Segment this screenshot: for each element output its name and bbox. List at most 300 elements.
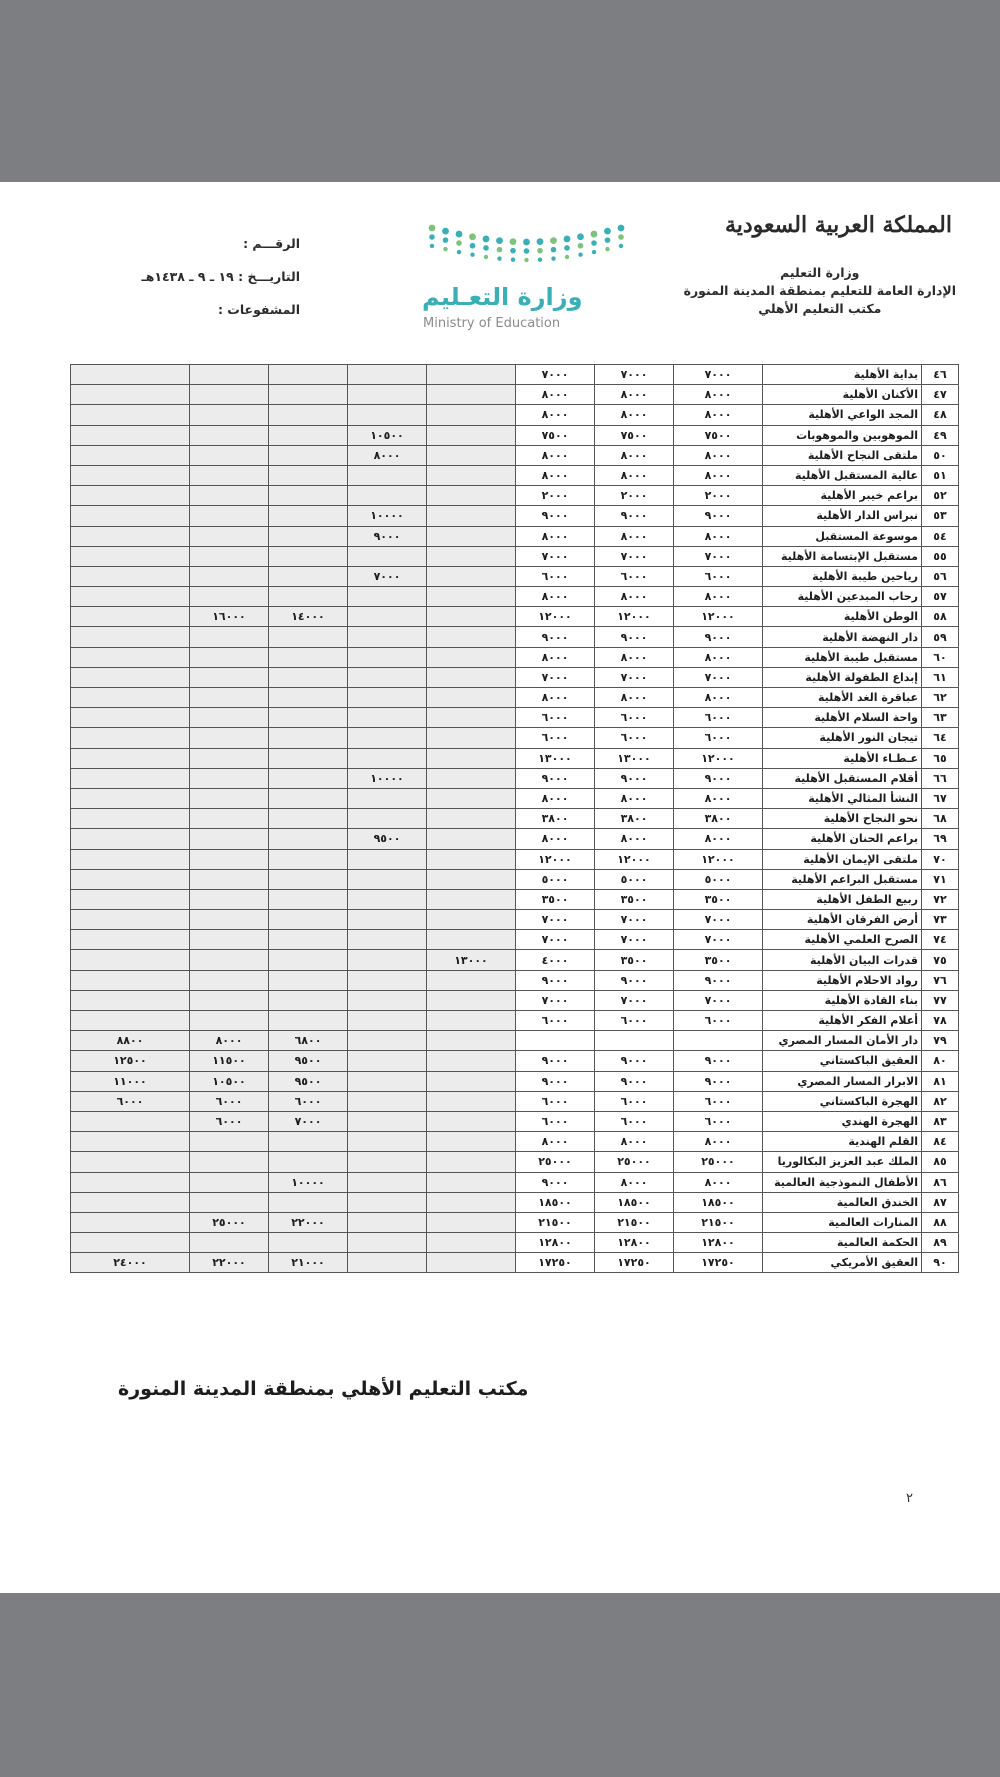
- fee-cell: ٩٠٠٠: [595, 627, 674, 647]
- table-row: [71, 889, 959, 909]
- fee-cell: [427, 688, 516, 708]
- row-number: ٦٧: [922, 788, 959, 808]
- fee-cell: [190, 526, 269, 546]
- fee-cell: ٨٠٠٠: [674, 587, 763, 607]
- fee-cell: ٨٠٠٠: [516, 465, 595, 485]
- logo-dot: [605, 237, 611, 243]
- fee-cell: ٨٠٠٠: [348, 445, 427, 465]
- logo-dot: [565, 255, 569, 259]
- fee-cell: ٨٠٠٠: [516, 405, 595, 425]
- row-number: ٧٩: [922, 1031, 959, 1051]
- school-name: رحاب المبدعين الأهلية: [763, 587, 922, 607]
- table-row: [71, 445, 959, 465]
- office-name: مكتب التعليم الأهلي: [758, 301, 882, 316]
- fees-table: [70, 364, 959, 1273]
- fee-cell: ٧٠٠٠: [516, 930, 595, 950]
- fee-cell: [427, 566, 516, 586]
- fee-cell: ١٣٠٠٠: [516, 748, 595, 768]
- fee-cell: [348, 1111, 427, 1131]
- fee-cell: ٧٥٠٠: [595, 425, 674, 445]
- logo-arabic-text: وزارة التعـليم: [422, 283, 583, 311]
- fee-cell: [71, 1192, 190, 1212]
- fee-cell: ١٠٠٠٠: [348, 506, 427, 526]
- fee-cell: ٨٠٠٠: [516, 788, 595, 808]
- fee-cell: ٨٠٠٠: [516, 526, 595, 546]
- fee-cell: ٦٠٠٠: [595, 1091, 674, 1111]
- row-number: ٥٥: [922, 546, 959, 566]
- fee-cell: [190, 506, 269, 526]
- fee-cell: [71, 869, 190, 889]
- row-number: ٦٩: [922, 829, 959, 849]
- fee-cell: ٨٠٠٠: [516, 587, 595, 607]
- school-name: دار الأمان المسار المصري: [763, 1031, 922, 1051]
- school-name: نحو النجاح الأهلية: [763, 809, 922, 829]
- school-name: الأكنان الأهلية: [763, 385, 922, 405]
- fee-cell: [516, 1031, 595, 1051]
- school-name: الأطفال النموذجية العالمية: [763, 1172, 922, 1192]
- fee-cell: [348, 647, 427, 667]
- fee-cell: [190, 1152, 269, 1172]
- fee-cell: ٢٥٠٠٠: [595, 1152, 674, 1172]
- fee-cell: ٦٠٠٠: [71, 1091, 190, 1111]
- fee-cell: ٩٠٠٠: [516, 768, 595, 788]
- school-name: واحة السلام الأهلية: [763, 708, 922, 728]
- fee-cell: [190, 809, 269, 829]
- fee-cell: [71, 688, 190, 708]
- row-number: ٦٨: [922, 809, 959, 829]
- fee-cell: [190, 425, 269, 445]
- fee-cell: ٧٠٠٠: [674, 910, 763, 930]
- fee-cell: [190, 788, 269, 808]
- row-number: ٧٤: [922, 930, 959, 950]
- logo-dot: [605, 247, 609, 251]
- fee-cell: ٧٠٠٠: [595, 365, 674, 385]
- fee-cell: [348, 809, 427, 829]
- fee-cell: [427, 1031, 516, 1051]
- fee-cell: ٩٥٠٠: [269, 1051, 348, 1071]
- fee-cell: ٥٠٠٠: [516, 869, 595, 889]
- logo-dot: [496, 237, 503, 244]
- fee-cell: [348, 587, 427, 607]
- fee-cell: [348, 1192, 427, 1212]
- attachments-field: المشفوعات :: [217, 302, 300, 317]
- table-row: [71, 425, 959, 445]
- fee-cell: ٨٠٠٠: [674, 405, 763, 425]
- fee-cell: ٢١٠٠٠: [269, 1253, 348, 1273]
- fee-cell: ٩٠٠٠: [516, 1051, 595, 1071]
- fee-cell: ٨٠٠٠: [595, 465, 674, 485]
- fee-cell: [71, 486, 190, 506]
- fee-cell: [348, 849, 427, 869]
- fee-cell: [190, 1172, 269, 1192]
- logo-dot: [604, 228, 611, 235]
- number-field: الرقـــم :: [243, 236, 300, 251]
- fee-cell: [71, 708, 190, 728]
- logo-dot: [618, 225, 625, 232]
- row-number: ٥٠: [922, 445, 959, 465]
- fee-cell: [71, 950, 190, 970]
- fee-cell: [269, 405, 348, 425]
- ministry-name: وزارة التعليم: [780, 265, 860, 280]
- fee-cell: [71, 1233, 190, 1253]
- fee-cell: ٩٠٠٠: [348, 526, 427, 546]
- fee-cell: [71, 728, 190, 748]
- fee-cell: [71, 1212, 190, 1232]
- fee-cell: ٨٠٠٠: [674, 445, 763, 465]
- table-row: [71, 1111, 959, 1131]
- row-number: ٥٧: [922, 587, 959, 607]
- fee-cell: ٢٤٠٠٠: [71, 1253, 190, 1273]
- fee-cell: ٦٠٠٠: [516, 708, 595, 728]
- fee-cell: [269, 889, 348, 909]
- logo-dot: [429, 225, 436, 232]
- fee-cell: ٢٥٠٠٠: [516, 1152, 595, 1172]
- logo-dot: [497, 256, 501, 260]
- table-row: [71, 990, 959, 1010]
- fee-cell: ٣٨٠٠: [595, 809, 674, 829]
- fee-cell: ٨٠٠٠: [674, 788, 763, 808]
- fee-cell: [348, 748, 427, 768]
- fee-cell: [71, 526, 190, 546]
- fee-cell: [71, 385, 190, 405]
- fee-cell: [427, 728, 516, 748]
- fee-cell: ٩٠٠٠: [674, 1071, 763, 1091]
- fee-cell: [348, 365, 427, 385]
- fee-cell: ١٢٨٠٠: [595, 1233, 674, 1253]
- fee-cell: [348, 1212, 427, 1232]
- row-number: ٧٨: [922, 1011, 959, 1031]
- school-name: عالية المستقبل الأهلية: [763, 465, 922, 485]
- fee-cell: ٣٥٠٠: [516, 889, 595, 909]
- logo-dot: [483, 236, 490, 243]
- logo-dot: [524, 258, 528, 262]
- fee-cell: ٨٠٠٠: [674, 465, 763, 485]
- fee-cell: ٩٠٠٠: [674, 506, 763, 526]
- fee-cell: [190, 950, 269, 970]
- fee-cell: [348, 465, 427, 485]
- fee-cell: [269, 869, 348, 889]
- logo-dot: [619, 244, 623, 248]
- fee-cell: [427, 1071, 516, 1091]
- fee-cell: ٢٢٠٠٠: [190, 1253, 269, 1273]
- fee-cell: [348, 930, 427, 950]
- school-name: الوطن الأهلية: [763, 607, 922, 627]
- fee-cell: [269, 546, 348, 566]
- fee-cell: [190, 566, 269, 586]
- fee-cell: [427, 1011, 516, 1031]
- fee-cell: [269, 1192, 348, 1212]
- header-right-block: [684, 264, 956, 318]
- table-row: [71, 809, 959, 829]
- fee-cell: [427, 445, 516, 465]
- fee-cell: [348, 910, 427, 930]
- fee-cell: [427, 465, 516, 485]
- fee-cell: [190, 849, 269, 869]
- fee-cell: ٦٠٠٠: [674, 708, 763, 728]
- fee-cell: ٨٠٠٠: [674, 526, 763, 546]
- logo-dot: [618, 234, 624, 240]
- fee-cell: ٨٠٠٠: [595, 647, 674, 667]
- fee-cell: ٦٠٠٠: [516, 728, 595, 748]
- school-name: أقلام المستقبل الأهلية: [763, 768, 922, 788]
- row-number: ٥٩: [922, 627, 959, 647]
- fee-cell: [427, 930, 516, 950]
- fee-cell: [71, 829, 190, 849]
- fee-cell: ١٢٠٠٠: [674, 748, 763, 768]
- fee-cell: ٢٠٠٠: [595, 486, 674, 506]
- fee-cell: [71, 748, 190, 768]
- fee-cell: ٧٠٠٠: [595, 910, 674, 930]
- logo-dot: [484, 255, 488, 259]
- fee-cell: [190, 748, 269, 768]
- fee-cell: ٨٠٠٠: [516, 688, 595, 708]
- row-number: ٧٥: [922, 950, 959, 970]
- fee-cell: [269, 748, 348, 768]
- table-row: [71, 768, 959, 788]
- logo-dot: [510, 248, 516, 254]
- table-row: [71, 465, 959, 485]
- fee-cell: [348, 728, 427, 748]
- fee-cell: ٦٠٠٠: [269, 1091, 348, 1111]
- fee-cell: [348, 405, 427, 425]
- row-number: ٨٤: [922, 1132, 959, 1152]
- table-row: [71, 950, 959, 970]
- fee-cell: ٧٥٠٠: [674, 425, 763, 445]
- fee-cell: ٨٨٠٠: [71, 1031, 190, 1051]
- row-number: ٨١: [922, 1071, 959, 1091]
- fee-cell: ٥٠٠٠: [674, 869, 763, 889]
- fee-cell: [427, 546, 516, 566]
- fee-cell: [348, 889, 427, 909]
- row-number: ٥٨: [922, 607, 959, 627]
- fee-cell: [269, 849, 348, 869]
- fee-cell: ٣٥٠٠: [674, 889, 763, 909]
- fee-cell: [71, 667, 190, 687]
- table-row: [71, 506, 959, 526]
- logo-dot: [523, 239, 530, 246]
- fee-cell: ٩٠٠٠: [674, 970, 763, 990]
- row-number: ٤٩: [922, 425, 959, 445]
- row-number: ٦٦: [922, 768, 959, 788]
- fee-cell: ١٧٢٥٠: [516, 1253, 595, 1273]
- header-left-block: [90, 236, 300, 335]
- fee-cell: ٩٠٠٠: [516, 627, 595, 647]
- logo-dot: [511, 257, 515, 261]
- table-row: [71, 748, 959, 768]
- fee-cell: ٦٠٠٠: [595, 1011, 674, 1031]
- logo-dot: [578, 243, 584, 249]
- fee-cell: [71, 768, 190, 788]
- fee-cell: ٩٠٠٠: [595, 1071, 674, 1091]
- school-name: مستقبل طيبة الأهلية: [763, 647, 922, 667]
- fee-cell: [190, 486, 269, 506]
- fee-cell: [71, 546, 190, 566]
- school-name: دار النهضة الأهلية: [763, 627, 922, 647]
- fee-cell: [348, 1172, 427, 1192]
- fee-cell: ١٨٥٠٠: [516, 1192, 595, 1212]
- school-name: الابرار المسار المصري: [763, 1071, 922, 1091]
- fee-cell: ٢٠٠٠: [674, 486, 763, 506]
- fee-cell: [269, 506, 348, 526]
- fee-cell: [348, 486, 427, 506]
- fee-cell: [427, 647, 516, 667]
- fee-cell: [71, 405, 190, 425]
- table-row: [71, 728, 959, 748]
- logo-dot: [510, 238, 517, 245]
- logo-dot: [443, 247, 447, 251]
- fee-cell: [190, 869, 269, 889]
- table-row: [71, 849, 959, 869]
- fee-cell: ٦٨٠٠: [269, 1031, 348, 1051]
- fee-cell: [190, 768, 269, 788]
- fee-cell: ٩٠٠٠: [516, 1071, 595, 1091]
- fee-cell: ٧٠٠٠: [674, 667, 763, 687]
- fee-cell: [269, 728, 348, 748]
- fee-cell: [269, 647, 348, 667]
- fee-cell: [427, 627, 516, 647]
- fee-cell: [427, 667, 516, 687]
- table-row: [71, 566, 959, 586]
- fee-cell: ٨٠٠٠: [674, 385, 763, 405]
- fee-cell: ١٧٢٥٠: [595, 1253, 674, 1273]
- table-row: [71, 486, 959, 506]
- fee-cell: [269, 708, 348, 728]
- row-number: ٧١: [922, 869, 959, 889]
- fee-cell: ٢٥٠٠٠: [674, 1152, 763, 1172]
- fee-cell: ٥٠٠٠: [595, 869, 674, 889]
- table-row: [71, 930, 959, 950]
- fee-cell: ٣٨٠٠: [516, 809, 595, 829]
- fee-cell: [190, 647, 269, 667]
- table-row: [71, 1253, 959, 1273]
- fee-cell: [190, 889, 269, 909]
- fee-cell: ٧٠٠٠: [595, 930, 674, 950]
- fee-cell: [348, 970, 427, 990]
- fee-cell: ٨٠٠٠: [595, 1172, 674, 1192]
- fee-cell: ١٤٠٠٠: [269, 607, 348, 627]
- fee-cell: [190, 728, 269, 748]
- fee-cell: [190, 385, 269, 405]
- fee-cell: [348, 869, 427, 889]
- fee-cell: ٩٥٠٠: [269, 1071, 348, 1091]
- logo-dot: [578, 253, 582, 257]
- school-name: عـطـاء الأهلية: [763, 748, 922, 768]
- fee-cell: ٧٠٠٠: [516, 990, 595, 1010]
- fee-cell: ٣٥٠٠: [674, 950, 763, 970]
- school-name: المنارات العالمية: [763, 1212, 922, 1232]
- school-name: الصرح العلمي الأهلية: [763, 930, 922, 950]
- logo-dot: [470, 253, 474, 257]
- fee-cell: ١٢٨٠٠: [516, 1233, 595, 1253]
- table-row: [71, 688, 959, 708]
- fee-cell: ١٣٠٠٠: [595, 748, 674, 768]
- fee-cell: ٨٠٠٠: [674, 688, 763, 708]
- fee-cell: [190, 667, 269, 687]
- table-row: [71, 526, 959, 546]
- fee-cell: [71, 1111, 190, 1131]
- fee-cell: [190, 465, 269, 485]
- fee-cell: ٦٠٠٠: [674, 1011, 763, 1031]
- fee-cell: [269, 950, 348, 970]
- fee-cell: [190, 688, 269, 708]
- fee-cell: ٩٠٠٠: [516, 506, 595, 526]
- logo-dot: [564, 245, 570, 251]
- school-name: بناء القادة الأهلية: [763, 990, 922, 1010]
- fee-cell: [269, 970, 348, 990]
- fee-cell: [269, 990, 348, 1010]
- table-row: [71, 546, 959, 566]
- fee-cell: ٨٠٠٠: [516, 385, 595, 405]
- fee-cell: ٨٠٠٠: [595, 445, 674, 465]
- table-row: [71, 1132, 959, 1152]
- school-name: قدرات البيان الأهلية: [763, 950, 922, 970]
- logo-dot: [497, 247, 503, 253]
- fee-cell: ٨٠٠٠: [516, 647, 595, 667]
- row-number: ٤٧: [922, 385, 959, 405]
- row-number: ٧٠: [922, 849, 959, 869]
- fee-cell: ٧٠٠٠: [595, 990, 674, 1010]
- fee-cell: ٣٥٠٠: [595, 889, 674, 909]
- logo-dot: [577, 233, 584, 240]
- fee-cell: [269, 768, 348, 788]
- fee-cell: [71, 910, 190, 930]
- fee-cell: ٧٠٠٠: [516, 546, 595, 566]
- fee-cell: [71, 506, 190, 526]
- fee-cell: ٧٠٠٠: [516, 365, 595, 385]
- fee-cell: [190, 1192, 269, 1212]
- table-row: [71, 1152, 959, 1172]
- row-number: ٦٥: [922, 748, 959, 768]
- table-row: [71, 1031, 959, 1051]
- fee-cell: [427, 1091, 516, 1111]
- logo-dot: [564, 236, 571, 243]
- fee-cell: ١٠٠٠٠: [269, 1172, 348, 1192]
- school-name: عباقرة الغد الأهلية: [763, 688, 922, 708]
- school-name: المجد الواعي الأهلية: [763, 405, 922, 425]
- fee-cell: [348, 688, 427, 708]
- table-row: [71, 607, 959, 627]
- fee-cell: ٤٠٠٠: [516, 950, 595, 970]
- fee-cell: ١٠٥٠٠: [348, 425, 427, 445]
- fee-cell: ٩٠٠٠: [595, 1051, 674, 1071]
- fee-cell: ٧٠٠٠: [595, 667, 674, 687]
- school-name: مستقبل البراعم الأهلية: [763, 869, 922, 889]
- fee-cell: [427, 889, 516, 909]
- fee-cell: ٢٢٠٠٠: [269, 1212, 348, 1232]
- fee-cell: [427, 708, 516, 728]
- fee-cell: ٧٠٠٠: [269, 1111, 348, 1131]
- row-number: ٨٧: [922, 1192, 959, 1212]
- fee-cell: [190, 910, 269, 930]
- fee-cell: [71, 465, 190, 485]
- fee-cell: [269, 1011, 348, 1031]
- fee-cell: ٨٠٠٠: [674, 1132, 763, 1152]
- fee-cell: [427, 768, 516, 788]
- fee-cell: [269, 1233, 348, 1253]
- fee-cell: [71, 970, 190, 990]
- row-number: ٨٢: [922, 1091, 959, 1111]
- fee-cell: ٦٠٠٠: [516, 1111, 595, 1131]
- logo-dot: [470, 243, 476, 249]
- fee-cell: ٧٠٠٠: [674, 365, 763, 385]
- fee-cell: [71, 930, 190, 950]
- fee-cell: [190, 1011, 269, 1031]
- logo-dot: [442, 228, 449, 235]
- fee-cell: [348, 546, 427, 566]
- school-name: الهجرة الهندي: [763, 1111, 922, 1131]
- school-name: الهجرة الباكستاني: [763, 1091, 922, 1111]
- table-row: [71, 869, 959, 889]
